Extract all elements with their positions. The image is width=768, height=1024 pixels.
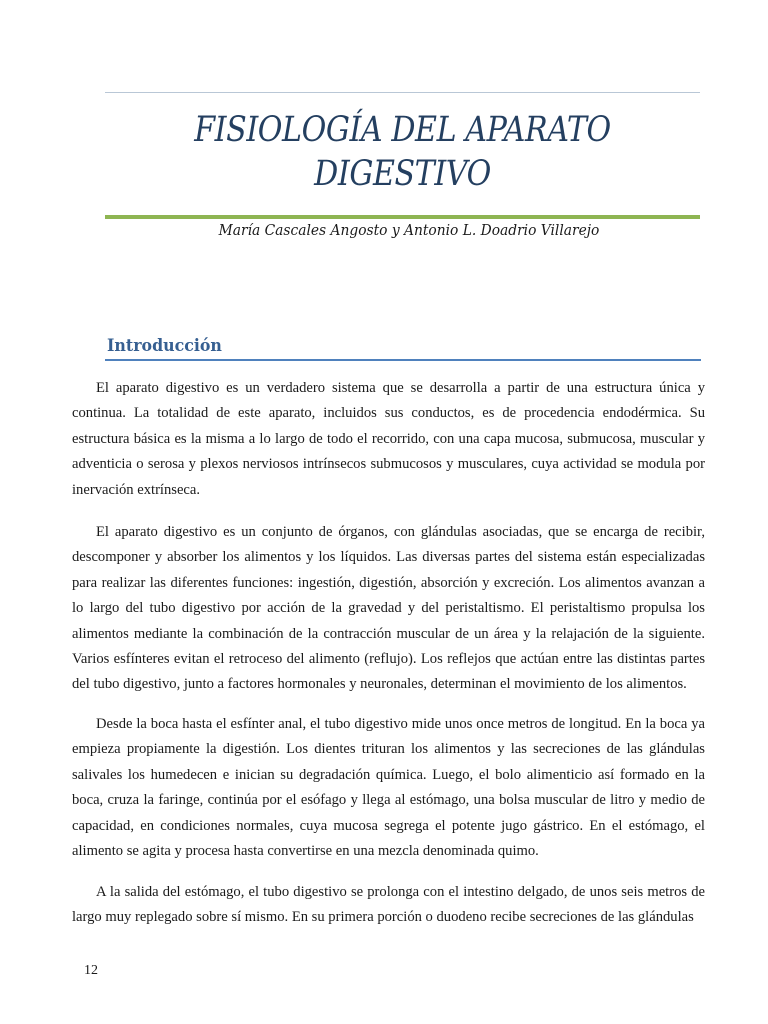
document-title — [147, 108, 659, 196]
page-number: 12 — [84, 963, 98, 978]
paragraph-4: A la salida del estómago, el tubo digestivo se prolonga con el intestino delgado, de unos seis metros de largo muy replegado sobre sí mismo. En su primera porción o duodeno recibe secreciones de las glándulas — [72, 884, 705, 926]
paragraph-3: Desde la boca hasta el esfínter anal, el tubo digestivo mide unos once metros de longitud. En la boca ya empieza propiamente la digestión. Los dientes trituran los alimentos y las secreciones de las glándulas salivales los humedecen e inician su degradación química. Luego, el bolo alimenticio así formado en la boca, cruza la faringe, continúa por el esófago y llega al estómago, una bolsa muscular de litro y medio de capacidad, en condiciones normales, cuya mucosa segrega el potente jugo gástrico. En el estómago, el alimento se agita y procesa hasta convertirse en una mezcla denominada quimo. — [72, 716, 705, 860]
authors-line: María Cascales Angosto y Antonio L. Doadrio Villarejo — [218, 221, 600, 239]
title-line-2: DIGESTIVO — [314, 154, 491, 194]
top-divider — [105, 92, 700, 93]
title-line-1: FISIOLOGÍA DEL APARATO — [194, 110, 611, 150]
paragraph-2: El aparato digestivo es un conjunto de órganos, con glándulas asociadas, que se encarga de recibir, descomponer y absorber los alimentos y los líquidos. Las diversas partes del sistema están especializadas para realizar las diferentes funciones: ingestión, digestión, absorción y excreción. Los alimentos avanzan a lo largo del tubo digestivo por acción de la gravedad y del peristaltismo. El peristaltismo propulsa los alimentos mediante la combinación de la contracción muscular de un área y la relajación de la siguiente. Varios esfínteres evitan el retroceso del alimento (reflujo). Los reflejos que actúan entre las distintas partes del tubo digestivo, junto a factores hormonales y neuronales, determinan el movimiento de los alimentos. — [72, 524, 705, 693]
paragraph-1: El aparato digestivo es un verdadero sistema que se desarrolla a partir de una estructura única y continua. La totalidad de este aparato, incluidos sus conductos, es de procedencia endodérmica. Su estructura básica es la misma a lo largo de todo el recorrido, con una capa mucosa, submucosa, muscular y adventicia o serosa y plexos nerviosos intrínsecos submucosos y musculares, cuya actividad se modula por inervación extrínseca. — [72, 380, 705, 498]
section-heading-introduccion: Introducción — [107, 336, 222, 356]
section-heading-underline — [105, 359, 701, 361]
